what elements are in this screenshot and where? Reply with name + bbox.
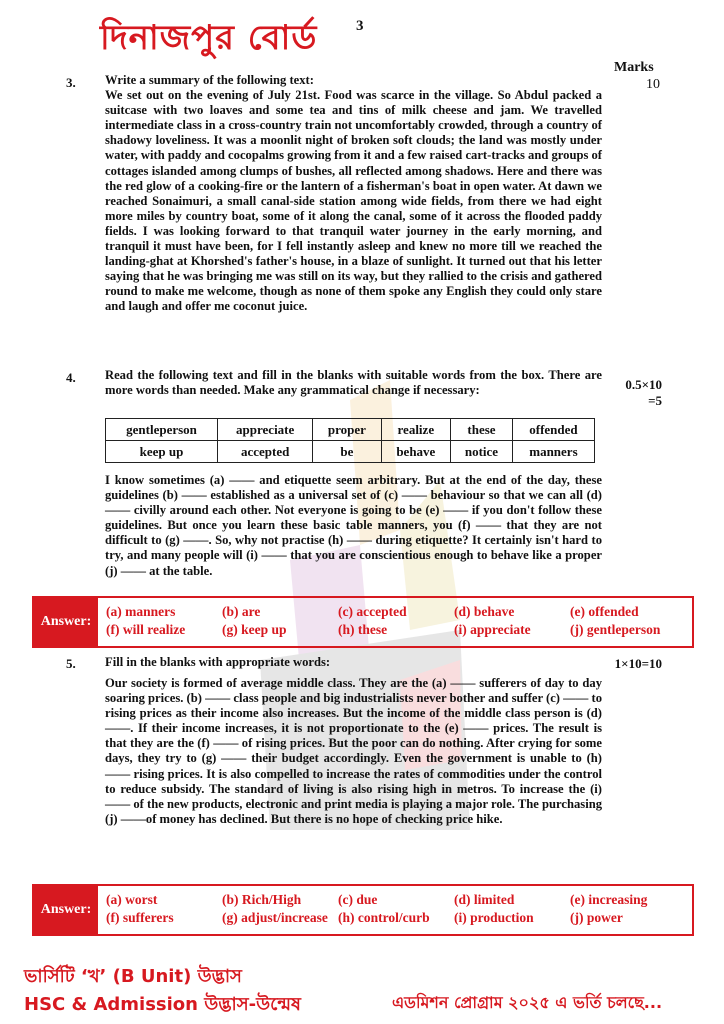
word-box-cell: gentleperson	[106, 419, 218, 441]
answer-list-5	[106, 892, 686, 926]
question-4-marks	[610, 377, 662, 409]
board-title: দিনাজপুর বোর্ড	[100, 18, 318, 58]
word-box-cell: realize	[381, 419, 451, 441]
question-5-marks: 1×10=10	[614, 656, 662, 671]
word-box-cell: accepted	[218, 441, 313, 463]
word-box-cell: manners	[512, 441, 594, 463]
answer-item: (a) worst	[106, 892, 158, 907]
question-3-number: 3.	[66, 75, 76, 90]
footer-brand-line-2: HSC & Admission উদ্ভাস-উন্মেষ	[24, 994, 301, 1015]
question-3-prompt: Write a summary of the following text:	[105, 73, 314, 87]
answer-item: (e) offended	[570, 604, 639, 619]
answer-item: (e) increasing	[570, 892, 648, 907]
answer-box-5	[32, 884, 694, 936]
word-box-cell: be	[313, 441, 381, 463]
page-number: 3	[356, 18, 364, 34]
answer-item: (a) manners	[106, 604, 176, 619]
word-box-cell: notice	[451, 441, 513, 463]
question-4-passage: I know sometimes (a) —— and etiquette seem arbitrary. But at the end of the day, these guidelines (b) —— established as a universal set of (c) —— behaviour so that we can all (d) —— civilly around each other. Not everyone is going to be (e) —— if you don't follow these guidelines. But once you learn these basic table manners, you (f) —— that they are not difficult to (g) ——. So, why not practise (h) —— during etiquette? It certainly isn't hard to try, and many people will (i) —— that you are conscientious enough to behave like a proper (j) —— at the table.	[105, 473, 602, 578]
answer-label: Answer:	[34, 886, 98, 934]
word-box-row-1	[106, 419, 595, 441]
answer-item: (i) appreciate	[454, 622, 531, 637]
answer-box-4	[32, 596, 694, 648]
question-5-passage: Our society is formed of average middle class. They are the (a) —— sufferers of day to day soaring prices. (b) —— class people and big industrialists never bother and suffer (c) —— to rising prices as their income also increases. But the income of the middle class person is (d) ——. If their income increases, it is not proportionate to the (e) —— prices. The result is that they are the (f) —— of rising prices. But the poor can do nothing. After crying for some days, they try to (g) —— their budget accordingly. Even the government is unable to (h) —— rising prices. It is also compelled to increase the rates of commodities under the control to reduce subsidy. The standard of living is also rising high in metros. To increase the (i) —— of the new products, electronic and print media is playing a major role. The purchasing (j) ——of money has declined. But there is no hope of checking price hike.	[105, 676, 602, 826]
word-box-cell: keep up	[106, 441, 218, 463]
word-box-cell: these	[451, 419, 513, 441]
question-4-prompt: Read the following text and fill in the blanks with suitable words from the box. There are more words than needed. Make any grammatical change if necessary:	[105, 368, 602, 398]
answer-item: (b) are	[222, 604, 261, 619]
answer-item: (c) accepted	[338, 604, 407, 619]
footer-admission-promo: এডমিশন প্রোগ্রাম ২০২৫ এ ভর্তি চলছে...	[392, 993, 663, 1012]
answer-item: (j) power	[570, 910, 623, 925]
question-5-prompt: Fill in the blanks with appropriate words:	[105, 655, 331, 669]
answer-item: (h) these	[338, 622, 388, 637]
answer-item: (d) limited	[454, 892, 515, 907]
footer-brand-line-1: ভার্সিটি ‘খ’ (B Unit) উদ্ভাস	[24, 966, 242, 987]
word-box-cell: behave	[381, 441, 451, 463]
word-box-cell: offended	[512, 419, 594, 441]
marks-label: Marks	[614, 60, 654, 75]
word-box-row-2	[106, 441, 595, 463]
question-4-marks-line1: 0.5×10	[625, 377, 662, 392]
answer-item: (g) keep up	[222, 622, 287, 637]
answer-item: (j) gentleperson	[570, 622, 661, 637]
question-3-passage: We set out on the evening of July 21st. Food was scarce in the village. So Abdul packed a suitcase with two loaves and some tea and tins of milk cheese and jam. We travelled intermediate class in a cross-country train not uncomfortably crowded, through a country of shadowy loveliness. It was a moonlit night of broken soft clouds; the land was mostly under water, with paddy and cocopalms growing from it and a few raised cart-tracks and groups of cottages islanded among clumps of bushes, all reflected among shadows. Here and there was the red glow of a cooking-fire or the lantern of a fisherman's boat in open water. At dawn we reached Sonaimuri, a small canal-side station among wide fields, from there we had eight more miles by country boat, some of it along the canal, some of it across the flooded paddy fields. I was looking forward to that tranquil water journey in the early morning, and tranquil it must have been, for I fell instantly asleep and knew no more till we reached the landing-ghat at Khorshed's father's house, in a blaze of sunlight. It turned out that his letter saying that he was bringing me was still on its way, but they rallied to the crisis and gathered round to make me welcome, though as none of them spoke any English they could only stare and laugh and offer me coconut juice.	[105, 88, 602, 314]
question-5-number: 5.	[66, 656, 76, 671]
word-box-cell: proper	[313, 419, 381, 441]
answer-item: (d) behave	[454, 604, 515, 619]
question-3-marks: 10	[646, 77, 660, 92]
question-4-number: 4.	[66, 370, 76, 385]
answer-item: (g) adjust/increase	[222, 910, 328, 925]
answer-label: Answer:	[34, 598, 98, 646]
answer-item: (h) control/curb	[338, 910, 430, 925]
question-4-marks-line2: =5	[648, 393, 662, 408]
answer-list-4	[106, 604, 686, 638]
answer-item: (b) Rich/High	[222, 892, 302, 907]
word-box	[105, 418, 595, 463]
answer-item: (c) due	[338, 892, 378, 907]
answer-item: (f) sufferers	[106, 910, 174, 925]
answer-item: (f) will realize	[106, 622, 186, 637]
answer-item: (i) production	[454, 910, 534, 925]
question-3	[105, 73, 602, 315]
word-box-cell: appreciate	[218, 419, 313, 441]
